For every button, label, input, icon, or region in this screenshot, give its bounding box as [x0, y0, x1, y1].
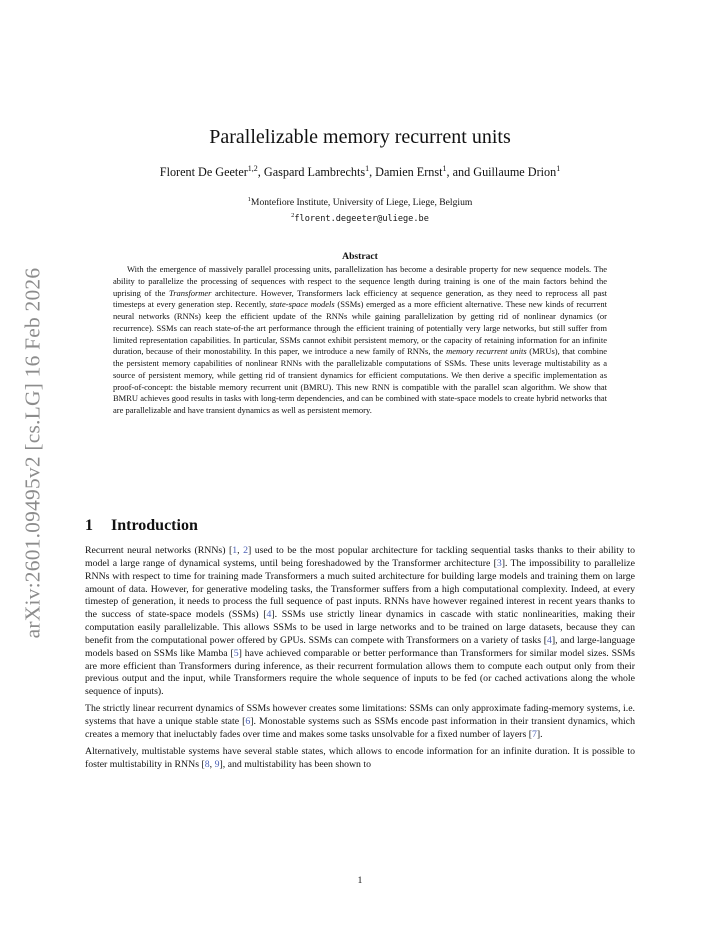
emphasis: memory recurrent units: [446, 346, 527, 357]
emphasis: state-space models: [269, 299, 335, 310]
citation-link[interactable]: 8: [204, 758, 210, 770]
author-name: , and Guillaume Drion: [446, 165, 557, 180]
author-name: , Damien Ernst: [369, 165, 443, 180]
author-email: florent.degeeter@uliege.be: [294, 214, 429, 225]
citation-link[interactable]: 1: [232, 545, 238, 556]
section-title: Introduction: [111, 517, 198, 534]
emphasis: Transformer: [168, 287, 212, 298]
abstract-text: With the emergence of massively parallel processing units, parallelization has become a desirable property for new sequence models. The ability to parallelize the processing of sequences with respect to the sequence length during training is one of the main factors behind the uprising of the Transformer architecture. However, Transformers lack efficiency at sequence generation, as they need to reprocess all past timesteps at every generation step. Recently, state-space models (SSMs) emerged as a more efficient alternative. These new kinds of recurrent neural networks (RNNs) keep the efficient update of the RNNs while gaining parallelization by getting rid of nonlinear dynamics (or recurrence). SSMs can reach state-of-the art performance through the efficient training of potentially very large networks, but still suffer from limited representation capabilities. In particular, SSMs cannot exhibit persistent memory, or the capacity of retaining information for an infinite duration, because of their monostability. In this paper, we introduce a new family of RNNs, the memory recurrent units (MRUs), that combine the persistent memory capabilities of nonlinear RNNs with the parallelizable computations of SSMs. These units leverage multistability as a source of persistent memory, while getting rid of transient dynamics for efficient computations. We then derive a specific implementation as proof-of-concept: the bistable memory recurrent unit (BMRU). This new RNN is compatible with the parallel scan algorithm. We show that BMRU achieves good results in tasks with long-term dependencies, and can be combined with state-space models to create hybrid networks that are parallelizable and have transient dynamics as well as persistent memory.: [113, 264, 608, 415]
affiliation-email-line: $^2$florent.degeeter@uliege.be: [291, 212, 429, 225]
author-affiliation-mark: 1: [442, 164, 447, 173]
author-affiliation-mark: 1: [556, 164, 561, 173]
author-affiliation-mark: 1: [365, 164, 370, 173]
arxiv-identifier-stamp: [19, 260, 47, 645]
citation-link[interactable]: 5: [233, 647, 239, 659]
affiliation-line: $^1$Montefiore Institute, University of Liege, Liege, Belgium: [247, 196, 473, 209]
paragraph: Alternatively, multistable systems have several stable states, which allows to encode information for an infinite duration. It is possible to foster multistability in RNNs [8, 9], and multistability has been shown to: [85, 745, 635, 770]
citation-link[interactable]: 4: [266, 609, 272, 621]
arxiv-stamp-text: arXiv:2601.09495v2 [cs.LG] 16 Feb 2026: [20, 267, 45, 638]
paragraph: The strictly linear recurrent dynamics of SSMs however creates some limitations: SSMs can only approximate fading-memory systems, i.e. systems that have a unique stable state [6]. Monostable systems such as SSMs encode past information in their transient dynamics, which creates a memory that ineluctably fades over time and makes some tasks unsolvable for a fixed number of layers [7].: [85, 703, 635, 740]
abstract-heading: Abstract: [342, 251, 378, 262]
citation-link[interactable]: 6: [245, 715, 251, 727]
affiliations: [85, 193, 635, 226]
citation-link[interactable]: 3: [496, 557, 502, 569]
author-name: Florent De Geeter: [159, 165, 248, 180]
paper-title: Parallelizable memory recurrent units: [209, 126, 511, 148]
section-heading-introduction: [85, 517, 635, 535]
citation-link[interactable]: 4: [546, 634, 552, 646]
author-name: , Gaspard Lambrechts: [257, 165, 366, 180]
citation-link[interactable]: 7: [531, 728, 537, 740]
paragraph: Recurrent neural networks (RNNs) [1, 2] used to be the most popular architecture for tackling sequential tasks thanks to their ability to model a large range of dynamical systems, until being foreshadowed by the Transformer architecture [3]. The impossibility to parallelize RNNs with respect to time for training made Transformers a much suited architecture for building large models and training them on large amount of data. However, for generative modeling tasks, the Transformer suffers from a high computational complexity. Indeed, at every timestep of generation, it needs to process the full sequence of past inputs. RNNs have however regained interest in recent years thanks to the success of state-space models (SSMs) [4]. SSMs use strictly linear dynamics in cascade with static nonlinearities, making their computation easily parallelizable. This allows SSMs to be used in large networks and to be trained on large datasets, because they can benefit from the computational power offered by GPUs. SSMs can compete with Transformers on a variety of tasks [4], and large-language models based on SSMs like Mamba [5] have achieved comparable or better performance than Transformers for similar model sizes. SSMs are more efficient than Transformers during inference, as their recurrent formulation allows them to compute each output only from their previous output and the input, while Transformers require the whole sequence of inputs to be fed (or cached activations along the whole sequence of inputs).: [85, 545, 635, 698]
author-list: [85, 164, 635, 180]
page-number: 1: [357, 875, 363, 886]
introduction-body: [85, 545, 635, 775]
section-number: 1: [85, 517, 93, 534]
citation-link[interactable]: 2: [243, 545, 248, 556]
author-affiliation-mark: 1,2: [247, 164, 258, 173]
citation-link[interactable]: 9: [214, 758, 220, 770]
